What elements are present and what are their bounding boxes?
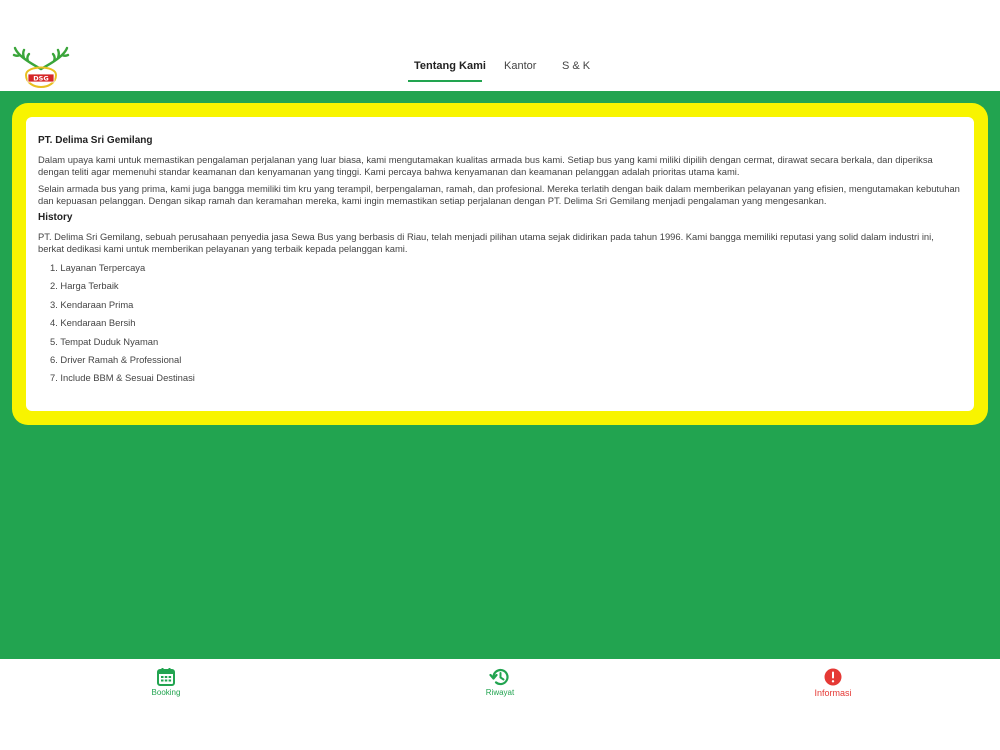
nav-booking[interactable] [126, 667, 206, 697]
nav-informasi[interactable] [793, 667, 873, 698]
tab-syarat-ketentuan[interactable]: S & K [562, 60, 591, 72]
svg-text:DSG: DSG [33, 74, 49, 83]
calendar-icon [156, 667, 176, 687]
nav-informasi-label: Informasi [814, 688, 852, 698]
features-list [38, 262, 962, 384]
info-card-frame [12, 103, 988, 425]
active-tab-indicator [408, 80, 482, 82]
info-icon [823, 667, 843, 687]
crew-paragraph: Selain armada bus yang prima, kami juga bangga memiliki tim kru yang terampil, berpengalaman, ramah, dan profesional. Mereka terlatih dengan baik dalam memberikan pelayanan yang efisien, mengutamakan kebutuhan dan kepuasan pelanggan. Dengan sikap ramah dan keramahan mereka, kami ingin memastikan setiap perjalanan dengan PT. Delima Sri Gemilang menjadi pengalaman yang mengesankan. [38, 183, 960, 206]
list-item: 3. Kendaraan Prima [50, 298, 134, 310]
top-tab-bar [0, 0, 1000, 90]
nav-booking-label: Booking [151, 688, 181, 697]
list-item: 6. Driver Ramah & Professional [50, 353, 182, 365]
history-paragraph: PT. Delima Sri Gemilang, sebuah perusahaan penyedia jasa Sewa Bus yang berbasis di Riau, telah menjadi pilihan utama sejak didirikan pada tahun 1996. Kami bangga memiliki reputasi yang solid dalam industri ini, berkat dedikasi kami untuk memberikan pelayanan yang terbaik kepada pelanggan kami. [38, 231, 934, 254]
list-item: 7. Include BBM & Sesuai Destinasi [50, 372, 195, 384]
list-item: 4. Kendaraan Bersih [50, 317, 136, 329]
nav-riwayat[interactable] [460, 667, 540, 697]
info-card [26, 117, 974, 411]
list-item: 1. Layanan Terpercaya [50, 262, 146, 273]
intro-paragraph: Dalam upaya kami untuk memastikan pengalaman perjalanan yang luar biasa, kami mengutamakan kualitas armada bus kami. Setiap bus yang kami miliki dipilih dengan cermat, dirawat secara berkala, dan diperiksa dengan teliti agar memenuhi standar keamanan dan kenyamanan yang tinggi. Kami percaya bahwa kenyamanan dan keamanan pelanggan adalah prioritas utama kami. [38, 154, 933, 177]
app-header [0, 0, 1000, 90]
history-icon [489, 667, 511, 687]
nav-riwayat-label: Riwayat [485, 688, 515, 697]
bottom-navigation [0, 659, 1000, 750]
list-item: 5. Tempat Duduk Nyaman [50, 335, 159, 347]
tab-tentang-kami[interactable]: Tentang Kami [414, 60, 486, 72]
company-title: PT. Delima Sri Gemilang [38, 135, 153, 146]
tab-kantor[interactable]: Kantor [504, 60, 537, 72]
main-content-area [0, 91, 1000, 659]
list-item: 2. Harga Terbaik [50, 280, 119, 292]
history-title: History [38, 212, 73, 223]
